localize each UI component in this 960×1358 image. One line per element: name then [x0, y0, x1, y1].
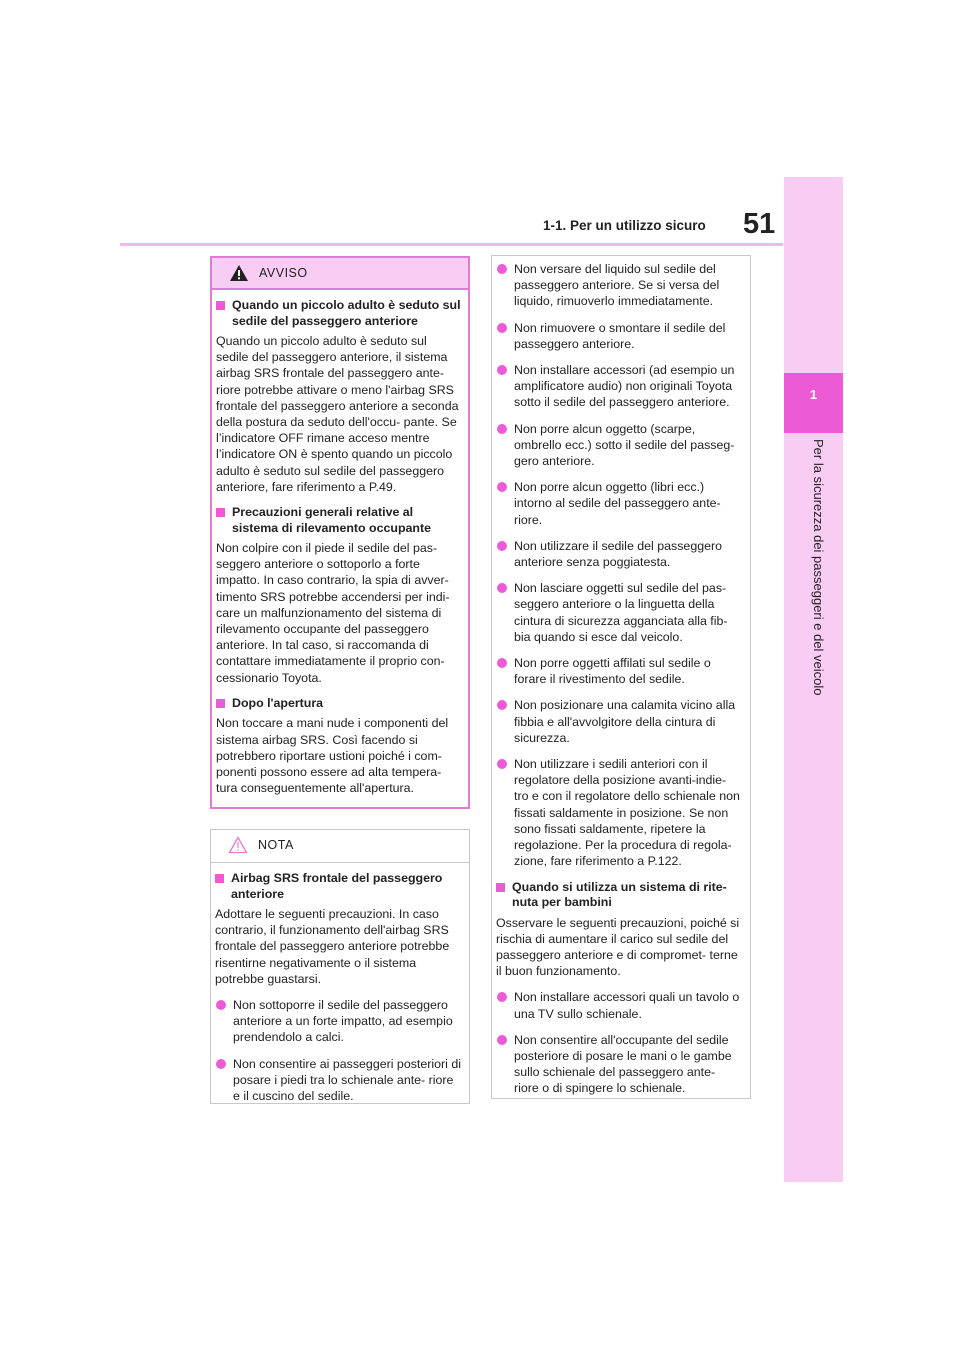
list-item [215, 997, 461, 1046]
warning-heading-1: Quando un piccolo adulto è seduto sul sedile del passeggero anteriore [216, 298, 462, 329]
caution-triangle-icon [228, 836, 248, 854]
list-item-text: Non lasciare oggetti sul sedile del pas- seggero anteriore o la linguetta della cintura di sicurezza agganciata alla fib- bia quando si esce dal veicolo. [514, 581, 728, 644]
warning-triangle-icon [229, 264, 249, 282]
list-item-text: Non utilizzare il sedile del passeggero anteriore senza poggiatesta. [514, 538, 723, 570]
bullet-dot-icon [216, 1000, 226, 1010]
list-item-text: Non consentire ai passeggeri posteriori di posare i piedi tra lo schienale ante- riore e il cuscino del sedile. [233, 1056, 461, 1104]
page-number: 51 [743, 208, 776, 240]
warning-text-3: Non toccare a mani nude i componenti del sistema airbag SRS. Così facendo si potrebbero riportare ustioni poiché i com- ponenti possono essere ad alta tempera- tura conseguentemente all'apertura. [216, 716, 449, 796]
list-item-text: Non versare del liquido sul sedile del passeggero anteriore. Se si versa del liquido, rimuoverlo immediatamente. [514, 262, 720, 309]
list-item [496, 655, 742, 687]
note-box [210, 829, 470, 1104]
bullet-dot-icon [497, 1035, 507, 1045]
bullet-dot-icon [497, 700, 507, 710]
bullet-dot-icon [497, 658, 507, 668]
chapter-side-tab[interactable] [784, 177, 843, 1182]
bullet-dot-icon [497, 759, 507, 769]
bullet-dot-icon [497, 992, 507, 1002]
list-item [496, 756, 742, 869]
list-item [496, 479, 742, 528]
warning-text-1: Quando un piccolo adulto è seduto sul sedile del passeggero anteriore, il sistema airbag SRS frontale del passeggero ante- riore potrebbe attivare o meno l'airbag SRS frontale del passeggero anteriore a seconda della postura da seduto dell'occu- pante. Se l’indicatore OFF rimane acceso mentre l’indicatore ON è spento quando un piccolo adulto è seduto sul sedile del passeggero anteriore, fare riferimento a P.49. [216, 334, 459, 494]
bullet-dot-icon [216, 1059, 226, 1069]
warning-heading-3: Dopo l'apertura [216, 696, 462, 712]
list-item [496, 989, 742, 1021]
warning-box-title: AVVISO [259, 266, 308, 280]
note-box-header [211, 830, 469, 863]
list-item-text: Non sottoporre il sedile del passeggero anteriore a un forte impatto, ad esempio prendendolo a calci. [233, 998, 453, 1045]
note-box-title: NOTA [258, 838, 294, 852]
list-item [496, 362, 742, 411]
continued-note-box [491, 255, 751, 1099]
list-item-text: Non installare accessori quali un tavolo o una TV sullo schienale. [514, 990, 740, 1021]
chapter-number: 1 [809, 387, 818, 402]
list-item [496, 421, 742, 470]
bullet-dot-icon [497, 424, 507, 434]
bullet-dot-icon [497, 323, 507, 333]
warning-text-2: Non colpire con il piede il sedile del pas- seggero anteriore o sottoporlo a forte impatto. In caso contrario, la spia di avver- timento SRS potrebbe accendersi per indi- care un malfunzionamento del sistema di rilevamento occupante del passeggero anteriore. In tal caso, si raccomanda di contattare immediatamente il proprio con- cessionario Toyota. [216, 541, 450, 685]
list-item-text: Non consentire all'occupante del sedile posteriore di posare le mani o le gambe sullo schienale del passeggero ante- riore o di spingere lo schienale. [514, 1032, 732, 1096]
list-item [496, 697, 742, 746]
section-title: 1-1. Per un utilizzo sicuro [543, 218, 706, 233]
child-restraint-text: Osservare le seguenti precauzioni, poiché si rischia di aumentare il carico sul sedile del passeggero anteriore e di compromet- terne il buon funzionamento. [496, 915, 740, 979]
bullet-dot-icon [497, 365, 507, 375]
note-heading: Airbag SRS frontale del passeggero anteriore [215, 871, 463, 902]
list-item-text: Non porre alcun oggetto (scarpe, ombrello ecc.) sotto il sedile del passeg- gero anteriore. [514, 421, 735, 469]
list-item [496, 261, 742, 310]
list-item [496, 580, 742, 645]
bullet-dot-icon [497, 264, 507, 274]
chapter-label: Per la sicurezza dei passeggeri e del veicolo [811, 439, 826, 696]
warning-heading-2: Precauzioni generali relative al sistema di rilevamento occupante [216, 505, 462, 536]
list-item-text: Non porre alcun oggetto (libri ecc.) intorno al sedile del passeggero ante- riore. [514, 480, 721, 527]
child-restraint-heading: Quando si utilizza un sistema di rite- nuta per bambini [496, 880, 744, 911]
list-item-text: Non installare accessori (ad esempio un amplificatore audio) non originali Toyota sotto il sedile del passeggero anteriore. [514, 363, 735, 410]
bullet-dot-icon [497, 583, 507, 593]
chapter-tab-active[interactable] [784, 373, 843, 433]
list-item [215, 1056, 461, 1105]
list-item-text: Non rimuovere o smontare il sedile del passeggero anteriore. [514, 320, 726, 351]
note-text: Adottare le seguenti precauzioni. In caso contrario, il funzionamento dell'airbag SRS frontale del passeggero anteriore potrebbe risentirne negativamente o il sistema potrebbe guastarsi. [215, 907, 450, 986]
warning-box-header [212, 258, 468, 290]
list-item-text: Non porre oggetti affilati sul sedile o forare il rivestimento del sedile. [514, 656, 711, 687]
list-item [496, 320, 742, 352]
header-rule [120, 243, 783, 246]
list-item-text: Non utilizzare i sedili anteriori con il regolatore della posizione avanti-indie- tro e con il regolatore dello schienale non fissati saldamente in posizione. Se non sono fissati saldamente, ripetere la regolazione. Per la procedura di regola- zione, fare riferimento a P.122. [514, 757, 740, 869]
warning-box [210, 256, 470, 809]
list-item [496, 538, 742, 570]
bullet-dot-icon [497, 482, 507, 492]
list-item [496, 1032, 742, 1097]
list-item-text: Non posizionare una calamita vicino alla fibbia e all'avvolgitore della cintura di sicurezza. [514, 698, 736, 745]
bullet-dot-icon [497, 541, 507, 551]
